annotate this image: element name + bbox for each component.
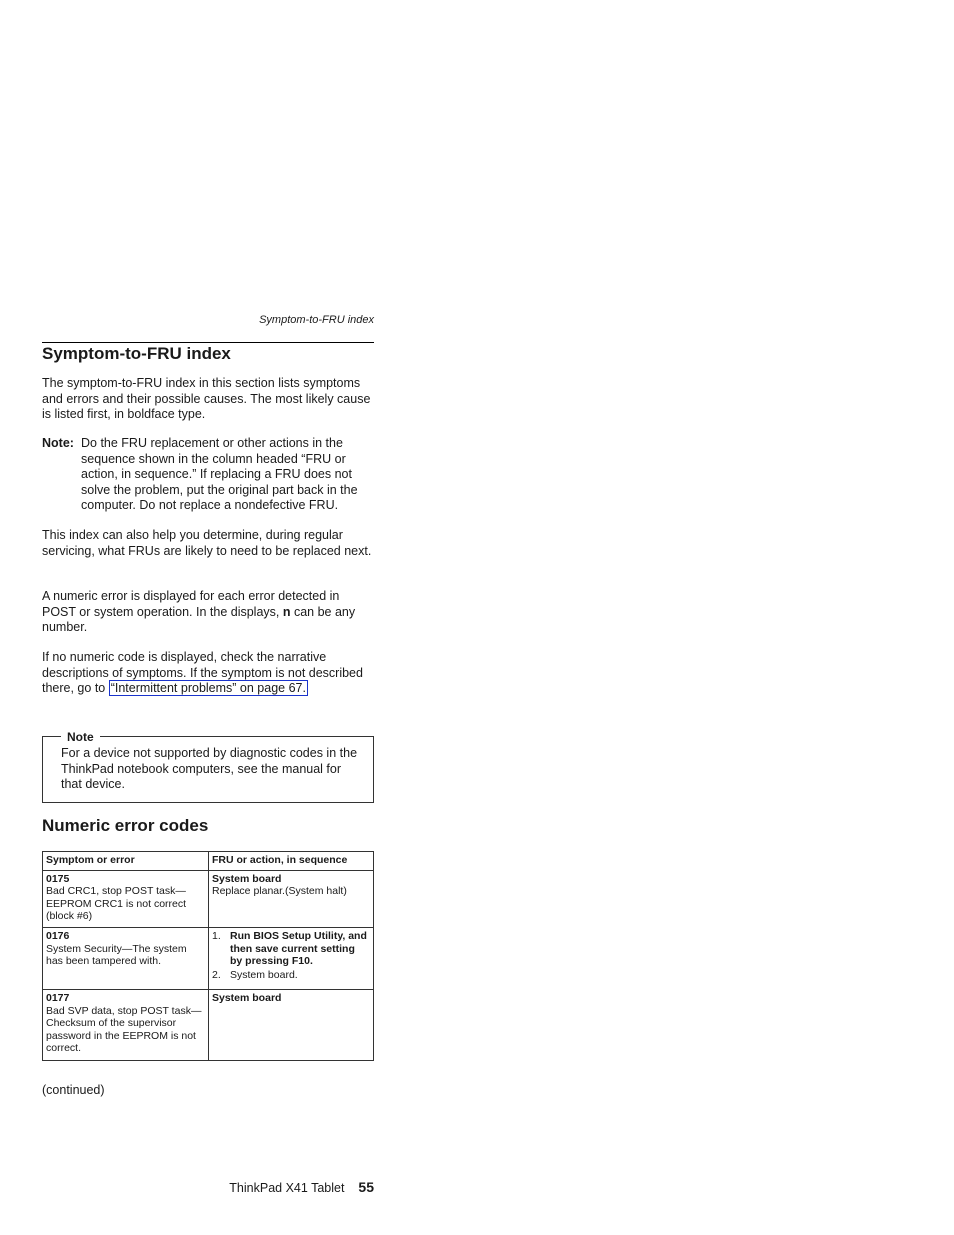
error-code: 0176 <box>46 929 70 942</box>
running-head: Symptom-to-FRU index <box>259 314 374 326</box>
page-number: 55 <box>358 1179 374 1195</box>
action-fru: System board <box>212 872 282 885</box>
intermittent-problems-link[interactable]: “Intermittent problems” on page 67. <box>110 681 306 696</box>
symptom-text: Bad CRC1, stop POST task—EEPROM CRC1 is not correct (block #6) <box>46 885 187 923</box>
action-steps <box>212 930 369 981</box>
footer-title: ThinkPad X41 Tablet <box>229 1181 345 1195</box>
action-text: Replace planar.(System halt) <box>212 885 347 898</box>
note-box-title: Note <box>61 730 100 744</box>
action-step <box>212 930 369 968</box>
note-box <box>42 730 374 803</box>
page-footer <box>42 1179 374 1195</box>
intro-paragraph: The symptom-to-FRU index in this section lists symptoms and errors and their possible causes. The most likely cause is listed first, in boldface type. <box>42 376 371 422</box>
note-paragraph <box>42 436 374 514</box>
note-box-text: For a device not supported by diagnostic codes in the ThinkPad notebook computers, see the manual for that device. <box>61 746 358 792</box>
symptom-cell <box>43 870 209 927</box>
note-text: Do the FRU replacement or other actions in the sequence shown in the column headed “FRU or action, in sequence.” If replacing a FRU does not solve the problem, put the original part back in the computer. Do not replace a nondefective FRU. <box>81 436 358 513</box>
continued-label: (continued) <box>42 1083 105 1097</box>
symptom-text: Bad SVP data, stop POST task—Checksum of the supervisor password in the EEPROM is not correct. <box>46 1004 202 1055</box>
step-text: System board. <box>230 968 298 981</box>
table-row <box>43 989 374 1060</box>
error-code: 0175 <box>46 872 70 885</box>
action-cell <box>209 870 374 927</box>
table-header-row <box>43 852 374 871</box>
action-cell <box>209 927 374 989</box>
note-label: Note: <box>42 436 74 450</box>
para3-text: A numeric error is displayed for each error detected in POST or system operation. In the displays, <box>42 589 340 619</box>
header-symptom: Symptom or error <box>43 852 209 871</box>
table-row <box>43 927 374 989</box>
section-title-numeric-error-codes: Numeric error codes <box>42 816 209 835</box>
error-codes-table <box>42 851 374 1061</box>
paragraph-numeric-error <box>42 589 374 636</box>
symptom-cell <box>43 989 209 1060</box>
action-step <box>212 969 369 982</box>
step-number: 1. <box>212 929 221 942</box>
table-row <box>43 870 374 927</box>
header-fru-action: FRU or action, in sequence <box>209 852 374 871</box>
symptom-text: System Security—The system has been tampered with. <box>46 942 187 968</box>
step-text: Run BIOS Setup Utility, and then save current setting by pressing F10. <box>230 929 367 968</box>
paragraph-servicing: This index can also help you determine, during regular servicing, what FRUs are likely to need to be replaced next. <box>42 528 372 558</box>
step-number: 2. <box>212 968 221 981</box>
error-code: 0177 <box>46 991 70 1004</box>
action-cell <box>209 989 374 1060</box>
header-rule <box>42 342 374 343</box>
paragraph-no-numeric-code <box>42 650 374 697</box>
action-fru: System board <box>212 991 282 1004</box>
para4-text: If no numeric code is displayed, check the narrative descriptions of symptoms. If the symptom is not described there, go to <box>42 650 363 696</box>
variable-n: n <box>282 604 291 619</box>
section-title-symptom-to-fru: Symptom-to-FRU index <box>42 344 231 363</box>
para3-text-end: can be any number. <box>42 604 356 635</box>
symptom-cell <box>43 927 209 989</box>
